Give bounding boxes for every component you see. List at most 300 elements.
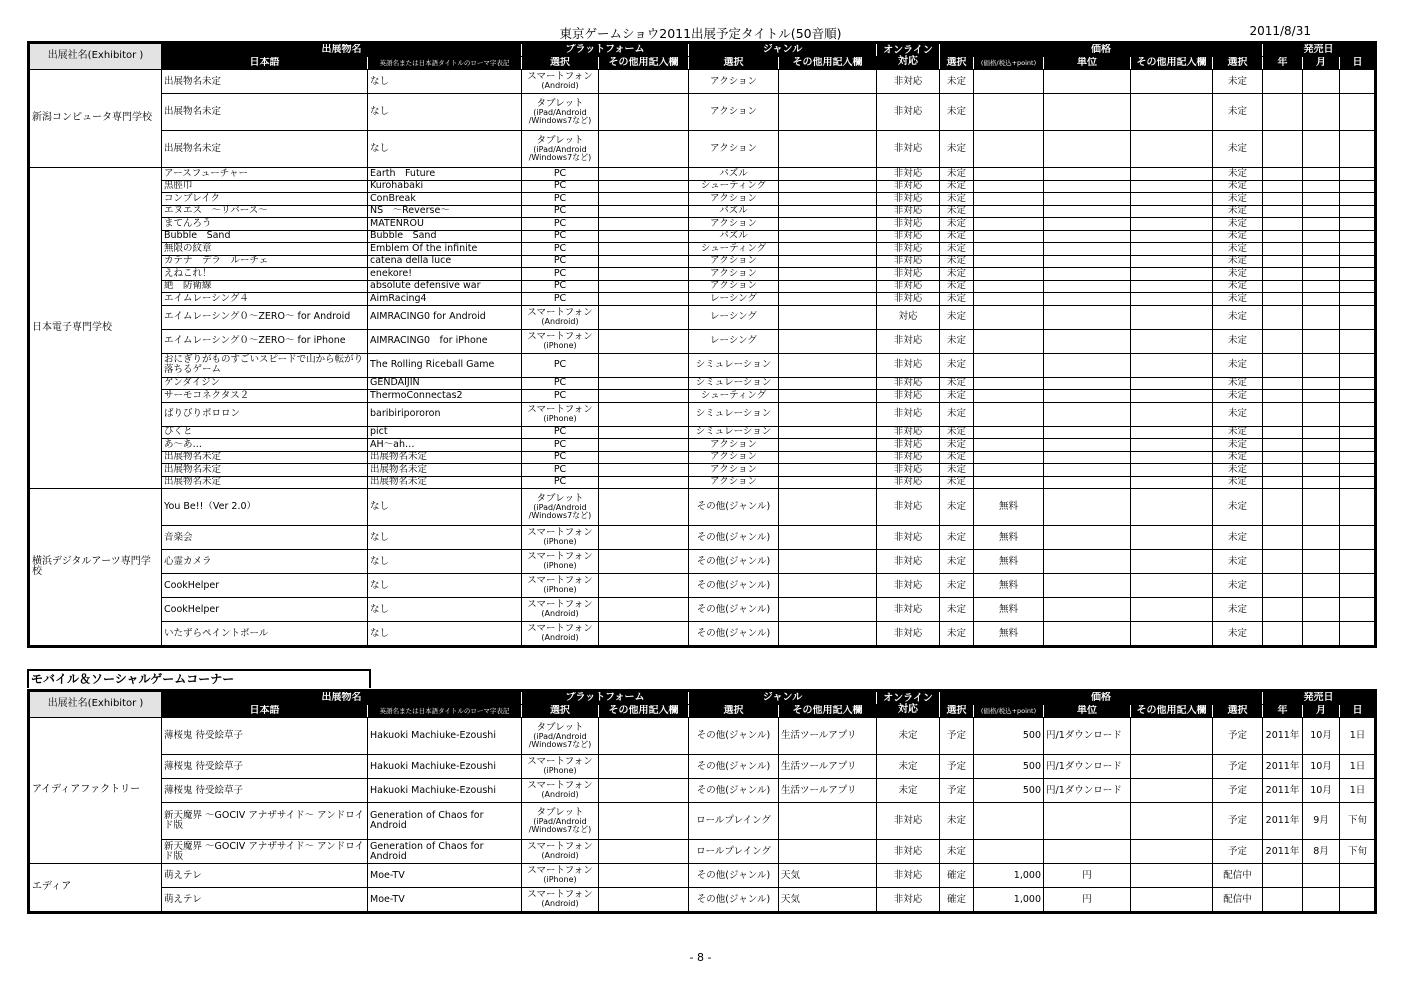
platform-cell [522,622,599,647]
platform-cell [522,293,599,306]
genre-other [779,622,877,647]
price-select: 未定 [940,205,974,218]
release-month [1303,70,1340,94]
header-japanese: 日本語 [162,57,368,70]
release-month [1303,489,1340,526]
header-price-other: その他用記入欄 [1131,57,1213,70]
genre-other [779,70,877,94]
title-english: なし [368,550,522,574]
genre-select: シミュレーション [689,377,779,390]
platform-select: スマートフォン [527,71,593,83]
platform-other [599,168,689,181]
online-support: 非対応 [877,377,940,390]
price-value [974,94,1044,131]
platform-cell [522,353,599,377]
table-row [29,550,1376,574]
platform-other [599,131,689,168]
genre-other [779,180,877,193]
price-value [974,464,1044,477]
price-unit [1044,280,1131,293]
price-select: 未定 [940,193,974,206]
platform-select: スマートフォン [527,527,593,539]
release-month [1303,464,1340,477]
price-other [1131,329,1213,353]
price-other [1131,840,1213,864]
price-select: 未定 [940,70,974,94]
header-online: オンライン対応 [877,43,940,70]
price-other [1131,550,1213,574]
genre-other [779,230,877,243]
release-select: 予定 [1213,718,1263,755]
genre-other: 生活ツールアプリ [779,779,877,803]
price-other [1131,803,1213,840]
price-value: 500 [974,755,1044,779]
online-support: 非対応 [877,168,940,181]
price-other [1131,230,1213,243]
release-select: 未定 [1213,70,1263,94]
table-row [29,218,1376,231]
genre-select: アクション [689,70,779,94]
genre-select: レーシング [689,305,779,329]
release-day: 1日 [1340,718,1376,755]
title-english: Generation of Chaos for Android [368,840,522,864]
header-price-value: (価格/税込+point) [974,57,1044,70]
table-row [29,439,1376,452]
release-select: 未定 [1213,353,1263,377]
price-value [974,193,1044,206]
price-unit [1044,803,1131,840]
release-month [1303,402,1340,426]
release-year: 2011年 [1263,755,1303,779]
release-month [1303,390,1340,403]
genre-other [779,598,877,622]
platform-select: スマートフォン [527,865,593,877]
table-row [29,718,1376,755]
release-select: 未定 [1213,489,1263,526]
release-year [1263,280,1303,293]
title-japanese: 無限の紋章 [162,243,368,256]
price-value: 500 [974,718,1044,755]
price-select: 未定 [940,426,974,439]
platform-other [599,377,689,390]
platform-select: PC [553,451,567,463]
release-day [1340,377,1376,390]
platform-cell [522,718,599,755]
price-select: 未定 [940,180,974,193]
price-select: 未定 [940,377,974,390]
platform-detail: (iPad/Android /Windows7など) [528,816,592,834]
release-year [1263,230,1303,243]
table-row [29,255,1376,268]
title-english: なし [368,574,522,598]
genre-select: アクション [689,280,779,293]
price-value [974,353,1044,377]
online-support: 非対応 [877,402,940,426]
platform-other [599,305,689,329]
price-select: 未定 [940,293,974,306]
table-row [29,180,1376,193]
genre-other [779,168,877,181]
online-support: 非対応 [877,293,940,306]
title-japanese: あ～あ… [162,439,368,452]
title-japanese: カテナ デラ ルーチェ [162,255,368,268]
table-body [29,70,1376,647]
release-month [1303,255,1340,268]
price-select: 未定 [940,840,974,864]
release-month: 10月 [1303,779,1340,803]
release-day [1340,94,1376,131]
header-genre-other: その他用記入欄 [779,57,877,70]
platform-cell [522,268,599,281]
genre-select: その他(ジャンル) [689,888,779,913]
title-japanese: 新天魔界 ～GOCIV アナザサイド～ アンドロイド版 [162,840,368,864]
release-day [1340,864,1376,888]
release-select: 未定 [1213,439,1263,452]
genre-other [779,803,877,840]
release-day [1340,70,1376,94]
price-other [1131,305,1213,329]
release-day [1340,280,1376,293]
online-support: 非対応 [877,230,940,243]
price-unit [1044,180,1131,193]
header-platform-select: 選択 [522,57,599,70]
release-select: 未定 [1213,451,1263,464]
genre-other [779,377,877,390]
price-unit [1044,243,1131,256]
release-year [1263,622,1303,647]
title-japanese: CookHelper [162,598,368,622]
genre-select: その他(ジャンル) [689,598,779,622]
title-japanese: 出展物名未定 [162,94,368,131]
platform-select: スマートフォン [527,403,593,415]
title-japanese: コンブレイク [162,193,368,206]
platform-other [599,550,689,574]
price-unit [1044,255,1131,268]
platform-select: PC [553,267,567,279]
release-month [1303,280,1340,293]
price-value: 500 [974,779,1044,803]
price-unit [1044,305,1131,329]
price-unit [1044,293,1131,306]
genre-other [779,489,877,526]
release-day [1340,574,1376,598]
exhibitor-name: エディア [29,864,162,913]
platform-select: スマートフォン [527,599,593,611]
price-value [974,402,1044,426]
title-japanese: 萌えテレ [162,888,368,913]
platform-cell [522,779,599,803]
price-other [1131,864,1213,888]
table-row [29,451,1376,464]
price-value [974,268,1044,281]
table-row [29,464,1376,477]
price-other [1131,526,1213,550]
genre-other [779,476,877,489]
platform-cell [522,280,599,293]
platform-detail: (Android) [541,899,579,909]
title-english: Emblem Of the infinite [368,243,522,256]
platform-select: スマートフォン [527,623,593,635]
release-month [1303,230,1340,243]
price-value [974,180,1044,193]
title-japanese: You Be!!（Ver 2.0） [162,489,368,526]
platform-other [599,94,689,131]
release-select: 未定 [1213,168,1263,181]
title-english: なし [368,489,522,526]
genre-other: 生活ツールアプリ [779,718,877,755]
title-english: なし [368,622,522,647]
release-select: 予定 [1213,755,1263,779]
platform-select: PC [553,292,567,304]
release-select: 予定 [1213,803,1263,840]
genre-select: その他(ジャンル) [689,574,779,598]
price-other [1131,402,1213,426]
header-genre-select: 選択 [689,705,779,718]
online-support: 非対応 [877,439,940,452]
release-year [1263,390,1303,403]
platform-cell [522,243,599,256]
release-day: 下旬 [1340,840,1376,864]
price-unit [1044,622,1131,647]
title-japanese: 出展物名未定 [162,131,368,168]
price-value [974,476,1044,489]
platform-select: PC [553,438,567,450]
title-japanese: ばりびりポロロン [162,402,368,426]
online-support: 非対応 [877,243,940,256]
exhibitor-name: 新潟コンピュータ専門学校 [29,70,162,168]
genre-other [779,193,877,206]
price-value [974,305,1044,329]
platform-other [599,888,689,913]
release-month: 8月 [1303,840,1340,864]
platform-select: タブレット [536,721,584,733]
price-unit [1044,840,1131,864]
platform-other [599,426,689,439]
platform-select: スマートフォン [527,306,593,318]
genre-other [779,280,877,293]
platform-cell [522,888,599,913]
platform-select: PC [553,180,567,192]
price-select: 未定 [940,622,974,647]
genre-other [779,205,877,218]
platform-detail: (iPhone) [543,340,577,350]
price-other [1131,888,1213,913]
exhibit-table-1 [27,41,1377,648]
price-select: 確定 [940,888,974,913]
release-day [1340,526,1376,550]
release-month: 10月 [1303,718,1340,755]
platform-cell [522,230,599,243]
platform-other [599,755,689,779]
platform-cell [522,840,599,864]
genre-select: その他(ジャンル) [689,779,779,803]
price-select: 予定 [940,755,974,779]
genre-select: アクション [689,131,779,168]
price-select: 未定 [940,94,974,131]
release-month [1303,476,1340,489]
header-price-select: 選択 [940,705,974,718]
genre-select: シューティング [689,390,779,403]
release-select: 未定 [1213,193,1263,206]
title-japanese: エイムレーシング０～ZERO～ for iPhone [162,329,368,353]
price-value [974,131,1044,168]
online-support: 未定 [877,718,940,755]
price-value [974,390,1044,403]
genre-select: シミュレーション [689,426,779,439]
table-row [29,476,1376,489]
release-select: 未定 [1213,180,1263,193]
platform-select: スマートフォン [527,330,593,342]
platform-cell [522,131,599,168]
title-japanese: エヌエス ～リバース～ [162,205,368,218]
release-month [1303,526,1340,550]
release-day [1340,402,1376,426]
header-platform: プラットフォーム [522,43,689,57]
genre-select: パズル [689,230,779,243]
platform-cell [522,218,599,231]
online-support: 非対応 [877,464,940,477]
platform-cell [522,377,599,390]
title-japanese: 音楽会 [162,526,368,550]
header-platform-other: その他用記入欄 [599,57,689,70]
platform-detail: (iPad/Android /Windows7など) [528,144,592,162]
genre-other: 生活ツールアプリ [779,755,877,779]
platform-select: PC [553,192,567,204]
price-other [1131,280,1213,293]
header-genre-other: その他用記入欄 [779,705,877,718]
table-row [29,243,1376,256]
price-unit: 円 [1044,888,1131,913]
price-select: 未定 [940,230,974,243]
price-select: 予定 [940,718,974,755]
online-support: 非対応 [877,390,940,403]
genre-other [779,218,877,231]
genre-other: 天気 [779,888,877,913]
platform-select: スマートフォン [527,780,593,792]
platform-detail: (Android) [541,633,579,643]
online-support: 非対応 [877,70,940,94]
genre-select: その他(ジャンル) [689,526,779,550]
title-english: なし [368,70,522,94]
release-select: 予定 [1213,840,1263,864]
price-other [1131,205,1213,218]
price-select: 未定 [940,390,974,403]
release-month [1303,305,1340,329]
exhibitor-name: 横浜デジタルアーツ専門学校 [29,489,162,647]
price-other [1131,574,1213,598]
platform-select: PC [553,217,567,229]
price-other [1131,755,1213,779]
release-select: 未定 [1213,94,1263,131]
header-price-unit: 単位 [1044,57,1131,70]
release-year: 2011年 [1263,840,1303,864]
title-japanese: 絶 防衛線 [162,280,368,293]
price-select: 未定 [940,305,974,329]
platform-cell [522,402,599,426]
platform-cell [522,426,599,439]
platform-other [599,489,689,526]
genre-select: アクション [689,255,779,268]
release-year [1263,255,1303,268]
platform-cell [522,439,599,452]
table-body [29,718,1376,913]
release-year [1263,598,1303,622]
title-english: 出展物名未定 [368,464,522,477]
price-select: 未定 [940,131,974,168]
platform-detail: (iPad/Android /Windows7など) [528,731,592,749]
title-english: AIMRACING0 for Android [368,305,522,329]
genre-other [779,402,877,426]
price-other [1131,464,1213,477]
price-value [974,840,1044,864]
price-unit [1044,218,1131,231]
platform-cell [522,205,599,218]
platform-cell [522,864,599,888]
release-month [1303,377,1340,390]
table-row [29,353,1376,377]
table-row [29,888,1376,913]
release-select: 未定 [1213,280,1263,293]
table-row [29,402,1376,426]
header-japanese: 日本語 [162,705,368,718]
title-japanese: 薄桜鬼 待受絵草子 [162,779,368,803]
price-value: 1,000 [974,864,1044,888]
genre-other [779,526,877,550]
title-japanese: えねこれ！ [162,268,368,281]
price-other [1131,426,1213,439]
platform-other [599,180,689,193]
title-english: MATENROU [368,218,522,231]
header-price-select: 選択 [940,57,974,70]
platform-other [599,464,689,477]
release-year [1263,489,1303,526]
release-day [1340,476,1376,489]
title-english: absolute defensive war [368,280,522,293]
price-value: 無料 [974,550,1044,574]
platform-other [599,439,689,452]
release-select: 未定 [1213,293,1263,306]
platform-select: スマートフォン [527,841,593,853]
platform-detail: (Android) [541,316,579,326]
platform-detail: (iPad/Android /Windows7など) [528,107,592,125]
platform-detail: (iPhone) [543,537,577,547]
release-year [1263,94,1303,131]
release-year [1263,439,1303,452]
platform-cell [522,305,599,329]
platform-cell [522,390,599,403]
price-select: 未定 [940,218,974,231]
title-japanese: CookHelper [162,574,368,598]
table-row [29,168,1376,181]
price-value [974,218,1044,231]
exhibitor-name: 日本電子専門学校 [29,168,162,489]
platform-other [599,329,689,353]
release-month [1303,268,1340,281]
online-support: 非対応 [877,598,940,622]
release-select: 未定 [1213,243,1263,256]
genre-select: シューティング [689,243,779,256]
platform-other [599,803,689,840]
online-support: 非対応 [877,205,940,218]
platform-cell [522,94,599,131]
price-other [1131,718,1213,755]
header-release-select: 選択 [1213,57,1263,70]
price-select: 未定 [940,526,974,550]
online-support: 非対応 [877,426,940,439]
price-unit [1044,574,1131,598]
online-support: 非対応 [877,888,940,913]
table-row [29,305,1376,329]
